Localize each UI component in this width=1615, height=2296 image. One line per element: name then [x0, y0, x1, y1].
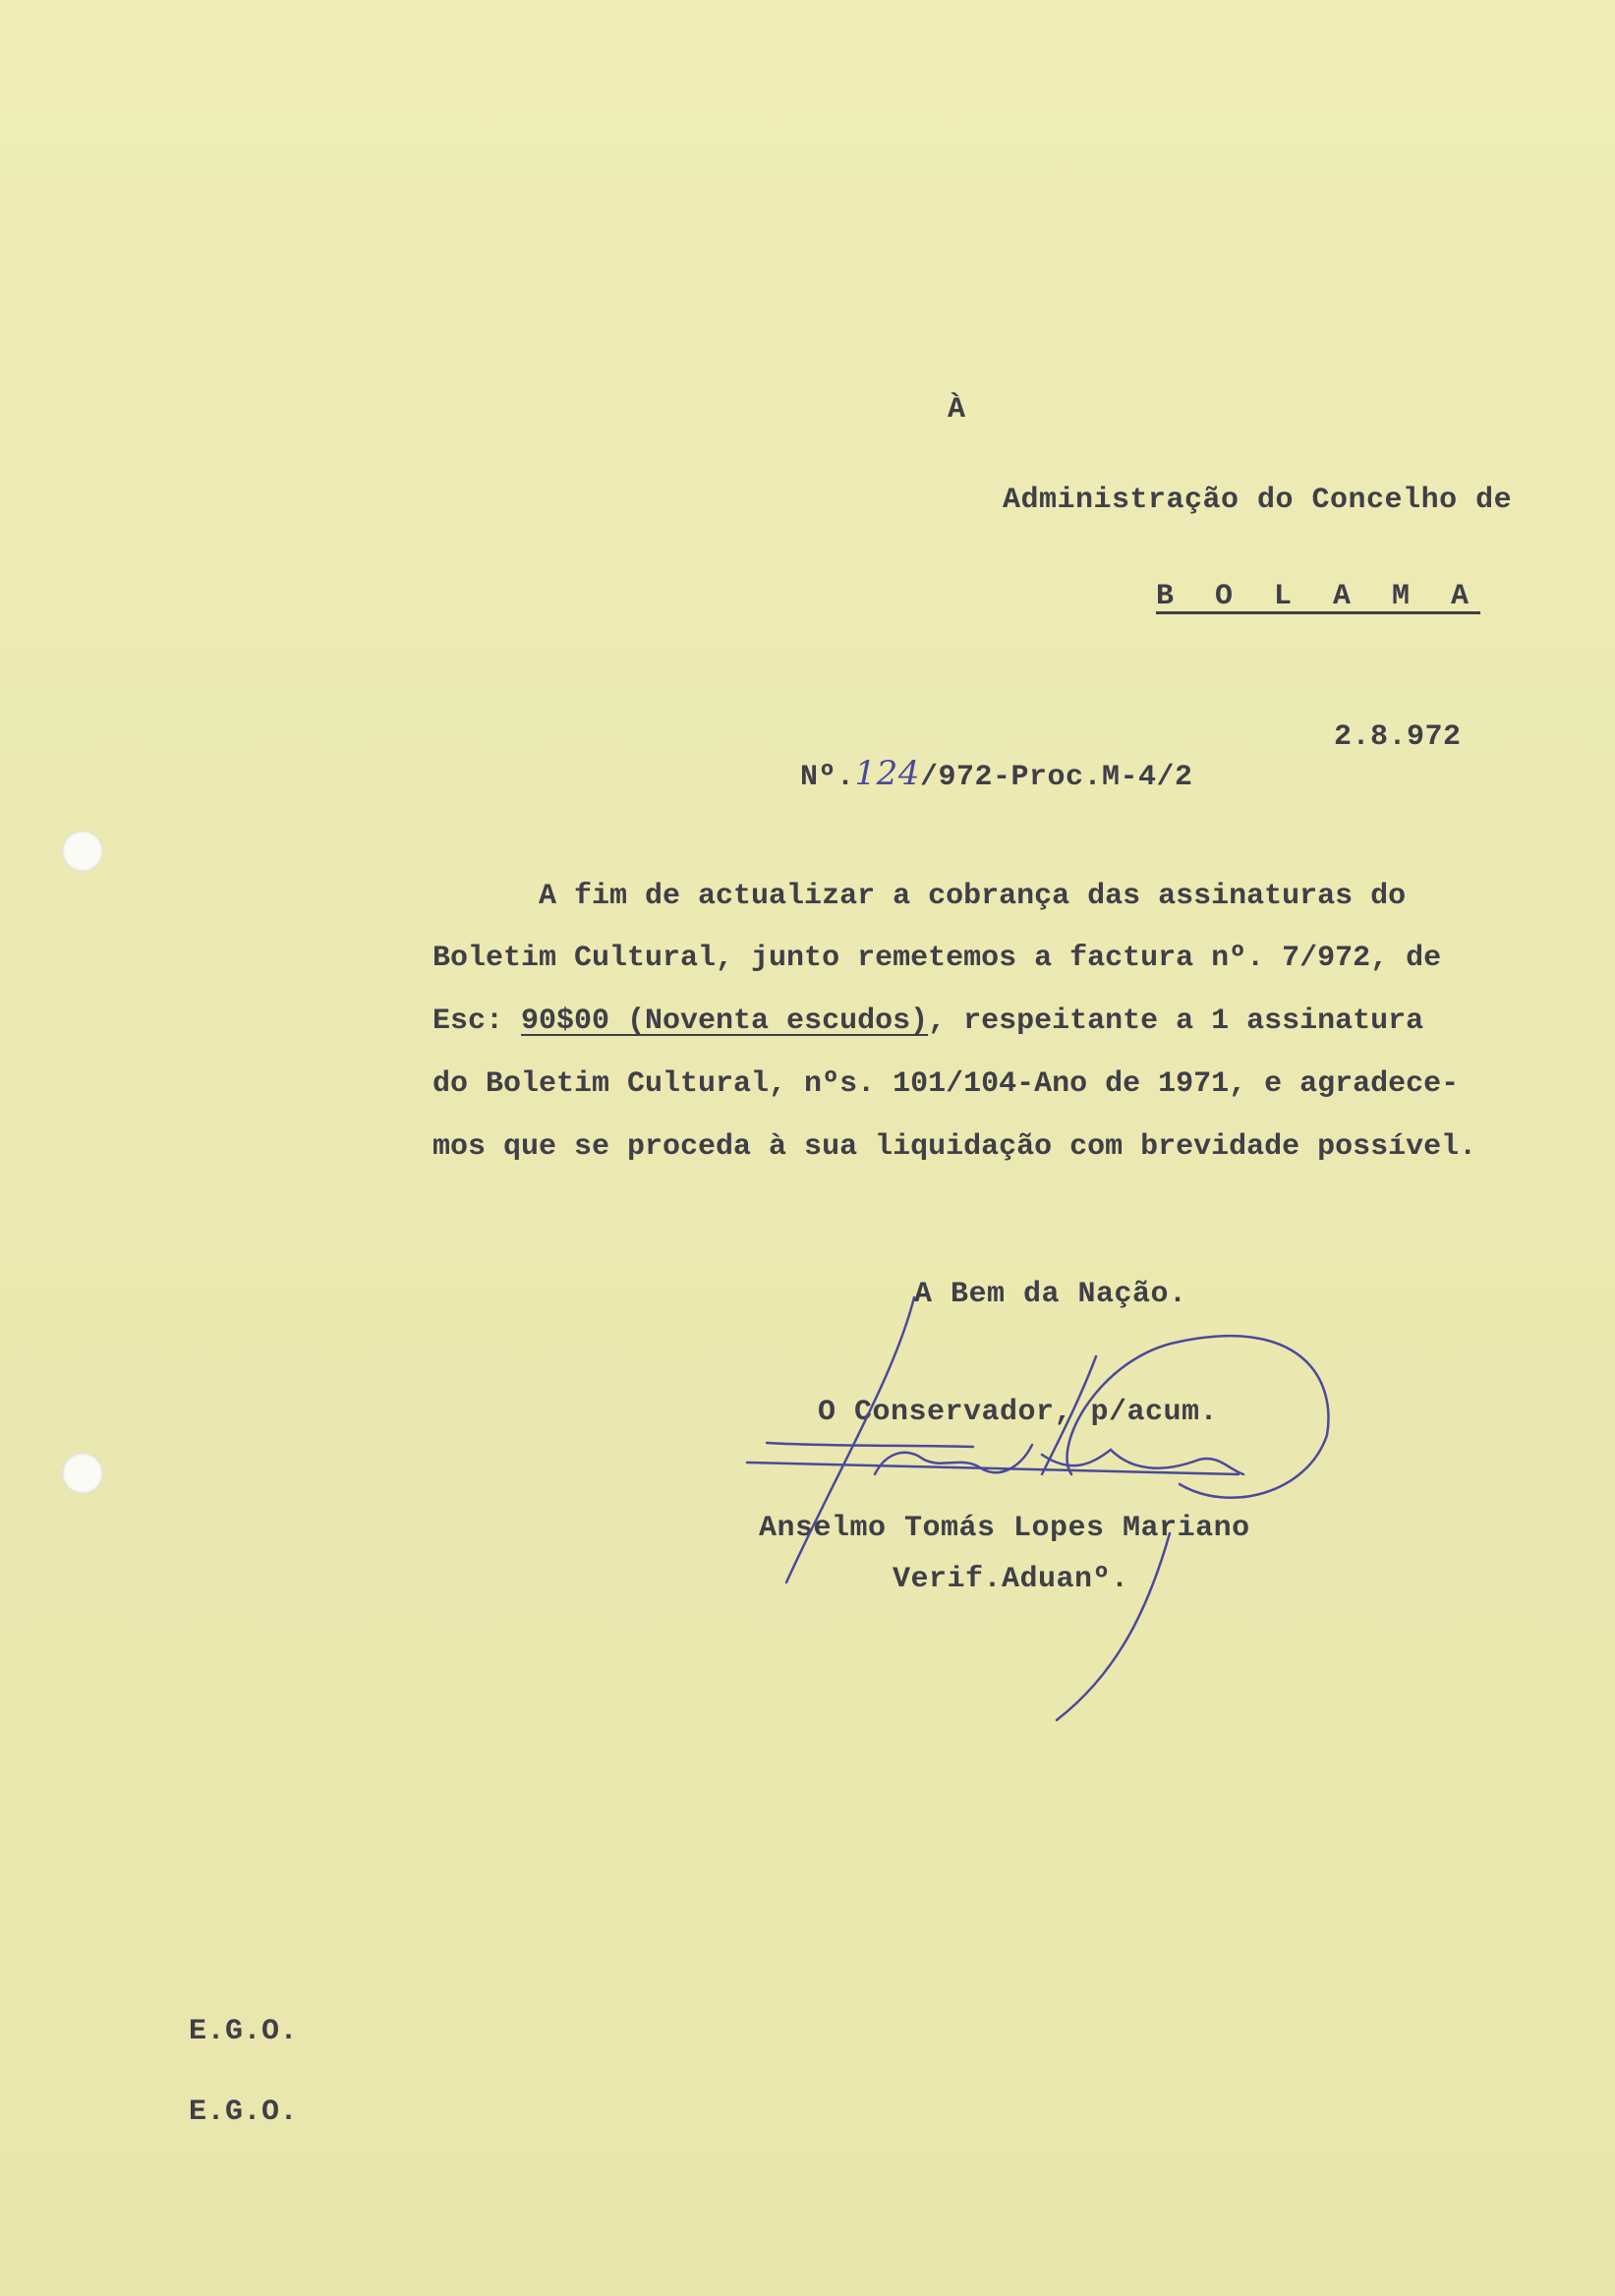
body-line-1: A fim de actualizar a cobrança das assinaturas do: [433, 880, 1407, 913]
reference-prefix: Nº.: [800, 761, 855, 794]
signatory-title: Verif.Aduanº.: [893, 1563, 1129, 1596]
signatory-role: O Conservador, p/acum.: [818, 1396, 1219, 1429]
addressee-prefix: À: [948, 393, 966, 427]
body-line-5: mos que se proceda à sua liquidação com brevidade possível.: [433, 1130, 1477, 1164]
footer-line-2: E.G.O.: [189, 2095, 299, 2129]
letter-date: 2.8.972: [1334, 720, 1462, 754]
body-line-3: [433, 1004, 1423, 1038]
body-line-4: do Boletim Cultural, nºs. 101/104-Ano de 1971, e agradece-: [433, 1067, 1460, 1101]
reference-number: [727, 720, 1192, 828]
body-line-3-suffix: , respeitante a 1 assinatura: [928, 1004, 1424, 1038]
footer-line-1: E.G.O.: [189, 2015, 299, 2048]
punch-hole-bottom: [62, 1453, 103, 1494]
body-line-3-prefix: Esc:: [433, 1004, 522, 1038]
reference-suffix: /972-Proc.M-4/2: [919, 761, 1193, 794]
addressee-place: B O L A M A: [1156, 580, 1481, 613]
closing: A Bem da Nação.: [914, 1278, 1187, 1311]
addressee-line: Administração do Concelho de: [1003, 484, 1513, 517]
reference-handwritten: 124: [854, 754, 920, 793]
signatory-name: Anselmo Tomás Lopes Mariano: [759, 1512, 1250, 1545]
body-line-2: Boletim Cultural, junto remetemos a factura nº. 7/972, de: [433, 942, 1442, 975]
punch-hole-top: [62, 831, 103, 872]
invoice-amount: 90$00 (Noventa escudos): [521, 1004, 929, 1038]
